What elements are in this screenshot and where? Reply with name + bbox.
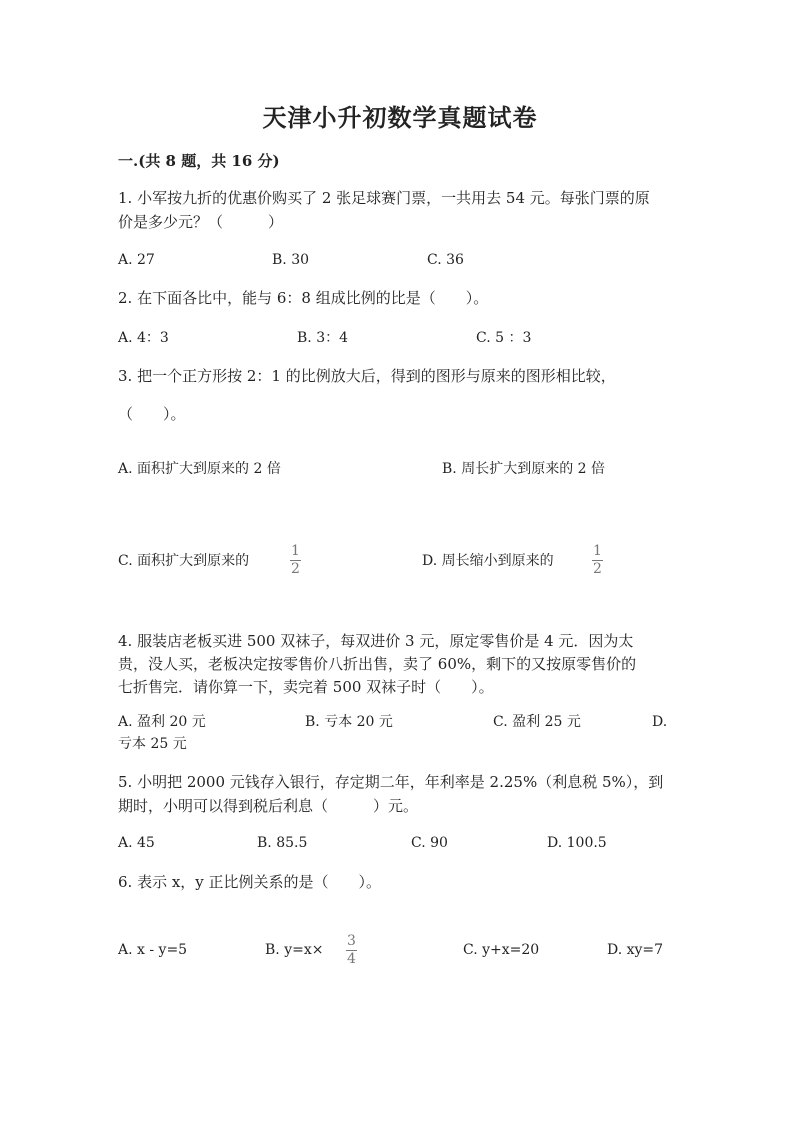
question-1-option-c: C. 36 (427, 252, 464, 268)
question-3-option-c: C. 面积扩大到原来的 (118, 553, 250, 569)
question-6-line-1: 6. 表示 x，y 正比例关系的是（ ）。 (118, 873, 382, 891)
question-5-option-b: B. 85.5 (257, 835, 308, 851)
question-1-line-1: 1. 小军按九折的优惠价购买了 2 张足球赛门票，一共用去 54 元。每张门票的原 (118, 189, 650, 207)
fraction-denominator: 2 (593, 561, 602, 577)
question-1-line-2: 价是多少元？（ ） (118, 213, 284, 231)
question-6-option-c: C. y+x=20 (463, 942, 540, 958)
page-title: 天津小升初数学真题试卷 (262, 103, 538, 132)
question-4-option-a: A. 盈利 20 元 (118, 714, 206, 730)
question-1-option-a: A. 27 (118, 252, 155, 268)
question-3-option-d: D. 周长缩小到原来的 (422, 553, 554, 569)
question-4-option-b: B. 亏本 20 元 (305, 714, 393, 730)
fraction-three-quarters (346, 934, 357, 967)
question-3-option-b: B. 周长扩大到原来的 2 倍 (442, 461, 605, 477)
question-4-line-3: 七折售完．请你算一下，卖完着 500 双袜子时（ ）。 (118, 678, 494, 696)
question-2-line-1: 2. 在下面各比中，能与 6：8 组成比例的比是（ ）。 (118, 289, 489, 307)
question-1-option-b: B. 30 (272, 252, 310, 268)
question-4-option-c: C. 盈利 25 元 (493, 714, 581, 730)
question-6-option-a: A. x - y=5 (118, 942, 188, 958)
question-3-option-a: A. 面积扩大到原来的 2 倍 (118, 461, 281, 477)
question-5-option-c: C. 90 (411, 835, 448, 851)
question-3-line-2: （ ）。 (118, 405, 186, 423)
question-5-line-2: 期时，小明可以得到税后利息（ ）元。 (118, 797, 419, 815)
question-3-line-1: 3. 把一个正方形按 2：1 的比例放大后，得到的图形与原来的图形相比较， (118, 367, 616, 385)
question-5-line-1: 5. 小明把 2000 元钱存入银行，存定期二年，年利率是 2.25%（利息税 5%），到 (118, 773, 664, 791)
question-6-option-d: D. xy=7 (607, 942, 664, 958)
fraction-numerator: 1 (291, 543, 300, 559)
fraction-numerator: 3 (347, 933, 356, 949)
question-2-option-b: B. 3：4 (297, 330, 349, 346)
question-4-option-d-label: D. (652, 714, 668, 730)
question-2-option-a: A. 4：3 (118, 330, 169, 346)
question-4-line-1: 4. 服装店老板买进 500 双袜子，每双进价 3 元，原定零售价是 4 元．因为太 (118, 632, 634, 650)
fraction-denominator: 2 (291, 561, 300, 577)
section-heading: 一.(共 8 题，共 16 分) (118, 152, 280, 170)
fraction-denominator: 4 (347, 951, 356, 967)
question-5-option-d: D. 100.5 (547, 835, 607, 851)
fraction-one-half (290, 544, 301, 577)
question-2-option-c: C. 5 ：3 (476, 330, 532, 346)
question-6-option-b: B. y=x× (265, 942, 324, 958)
fraction-numerator: 1 (593, 543, 602, 559)
question-4-option-d-text: 亏本 25 元 (118, 736, 187, 752)
question-4-line-2: 贵，没人买，老板决定按零售价八折出售，卖了 60%，剩下的又按原零售价的 (118, 655, 637, 673)
fraction-one-half (592, 544, 603, 577)
question-5-option-a: A. 45 (118, 835, 155, 851)
